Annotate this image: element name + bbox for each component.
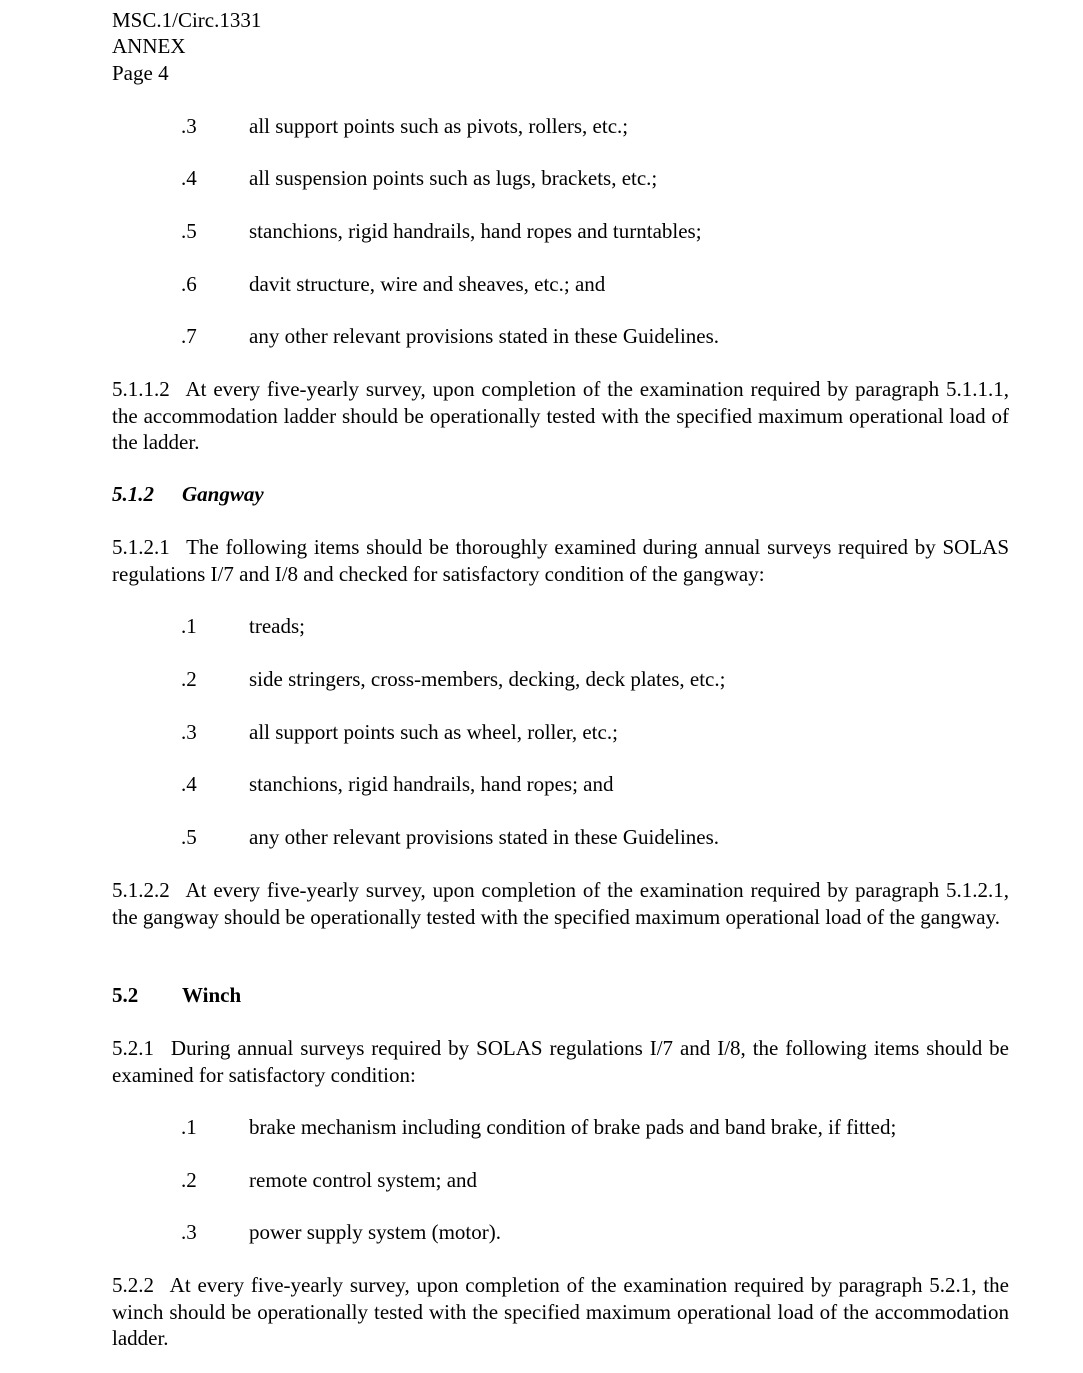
annex-label: ANNEX — [112, 34, 186, 58]
paragraph-number: 5.2.2 — [112, 1273, 154, 1297]
list-item-text: any other relevant provisions stated in these Guidelines. — [249, 825, 720, 849]
list-item-text: power supply system (motor). — [249, 1220, 501, 1244]
document-symbol: MSC.1/Circ.1331 — [112, 8, 262, 32]
heading-number: 5.1.2 — [112, 482, 154, 506]
paragraph-number: 5.1.1.2 — [112, 377, 170, 401]
paragraph-number: 5.1.2.2 — [112, 878, 170, 902]
list-item-number: .4 — [181, 772, 197, 796]
list-item-text: davit structure, wire and sheaves, etc.; and — [249, 272, 606, 296]
paragraph-number: 5.1.2.1 — [112, 535, 170, 559]
paragraph-5-2-2 — [112, 1272, 1009, 1352]
page-number: Page 4 — [112, 61, 169, 85]
paragraph-5-2-1 — [112, 1035, 1009, 1088]
paragraph-text: At every five-yearly survey, upon completion of the examination required by paragraph 5.2.1, the winch should be operationally tested with the specified maximum operational load of the accommodation ladder. — [112, 1273, 1009, 1350]
list-item-text: treads; — [249, 614, 305, 638]
list-item-text: stanchions, rigid handrails, hand ropes and turntables; — [249, 219, 702, 243]
list-item-text: side stringers, cross-members, decking, deck plates, etc.; — [249, 667, 726, 691]
list-item-number: .2 — [181, 1168, 197, 1192]
heading-number: 5.2 — [112, 983, 139, 1007]
list-item-number: .3 — [181, 114, 197, 138]
paragraph-5-1-2-2 — [112, 877, 1009, 930]
paragraph-text: During annual surveys required by SOLAS regulations I/7 and I/8, the following items should be examined for satisfactory condition: — [112, 1036, 1009, 1087]
list-item-text: all support points such as wheel, roller, etc.; — [249, 720, 618, 744]
heading-title: Winch — [182, 983, 242, 1007]
paragraph-5-1-2-1 — [112, 534, 1009, 587]
list-item-number: .5 — [181, 219, 197, 243]
list-item-number: .7 — [181, 324, 197, 348]
list-item-text: remote control system; and — [249, 1168, 478, 1192]
list-item-number: .3 — [181, 1220, 197, 1244]
list-item-number: .6 — [181, 272, 197, 296]
section-heading-5-2 — [112, 982, 241, 1008]
paragraph-text: At every five-yearly survey, upon completion of the examination required by paragraph 5.1.1.1, the accommodation ladder should be operationally tested with the specified maximum operational load of the ladder. — [112, 377, 1009, 454]
list-item-number: .1 — [181, 1115, 197, 1139]
list-item-number: .2 — [181, 667, 197, 691]
list-item-text: brake mechanism including condition of brake pads and band brake, if fitted; — [249, 1115, 897, 1139]
paragraph-text: The following items should be thoroughly examined during annual surveys required by SOLAS regulations I/7 and I/8 and checked for satisfactory condition of the gangway: — [112, 535, 1009, 586]
list-item-number: .4 — [181, 166, 197, 190]
list-item-text: all support points such as pivots, rollers, etc.; — [249, 114, 629, 138]
list-item-number: .5 — [181, 825, 197, 849]
list-item-text: all suspension points such as lugs, brackets, etc.; — [249, 166, 658, 190]
list-item-number: .3 — [181, 720, 197, 744]
list-item-text: stanchions, rigid handrails, hand ropes; and — [249, 772, 614, 796]
paragraph-number: 5.2.1 — [112, 1036, 154, 1060]
heading-title: Gangway — [182, 482, 264, 506]
list-item-text: any other relevant provisions stated in these Guidelines. — [249, 324, 720, 348]
paragraph-text: At every five-yearly survey, upon completion of the examination required by paragraph 5.1.2.1, the gangway should be operationally tested with the specified maximum operational load of the gangway. — [112, 878, 1009, 929]
section-heading-5-1-2 — [112, 481, 264, 507]
paragraph-5-1-1-2 — [112, 376, 1009, 456]
list-item-number: .1 — [181, 614, 197, 638]
